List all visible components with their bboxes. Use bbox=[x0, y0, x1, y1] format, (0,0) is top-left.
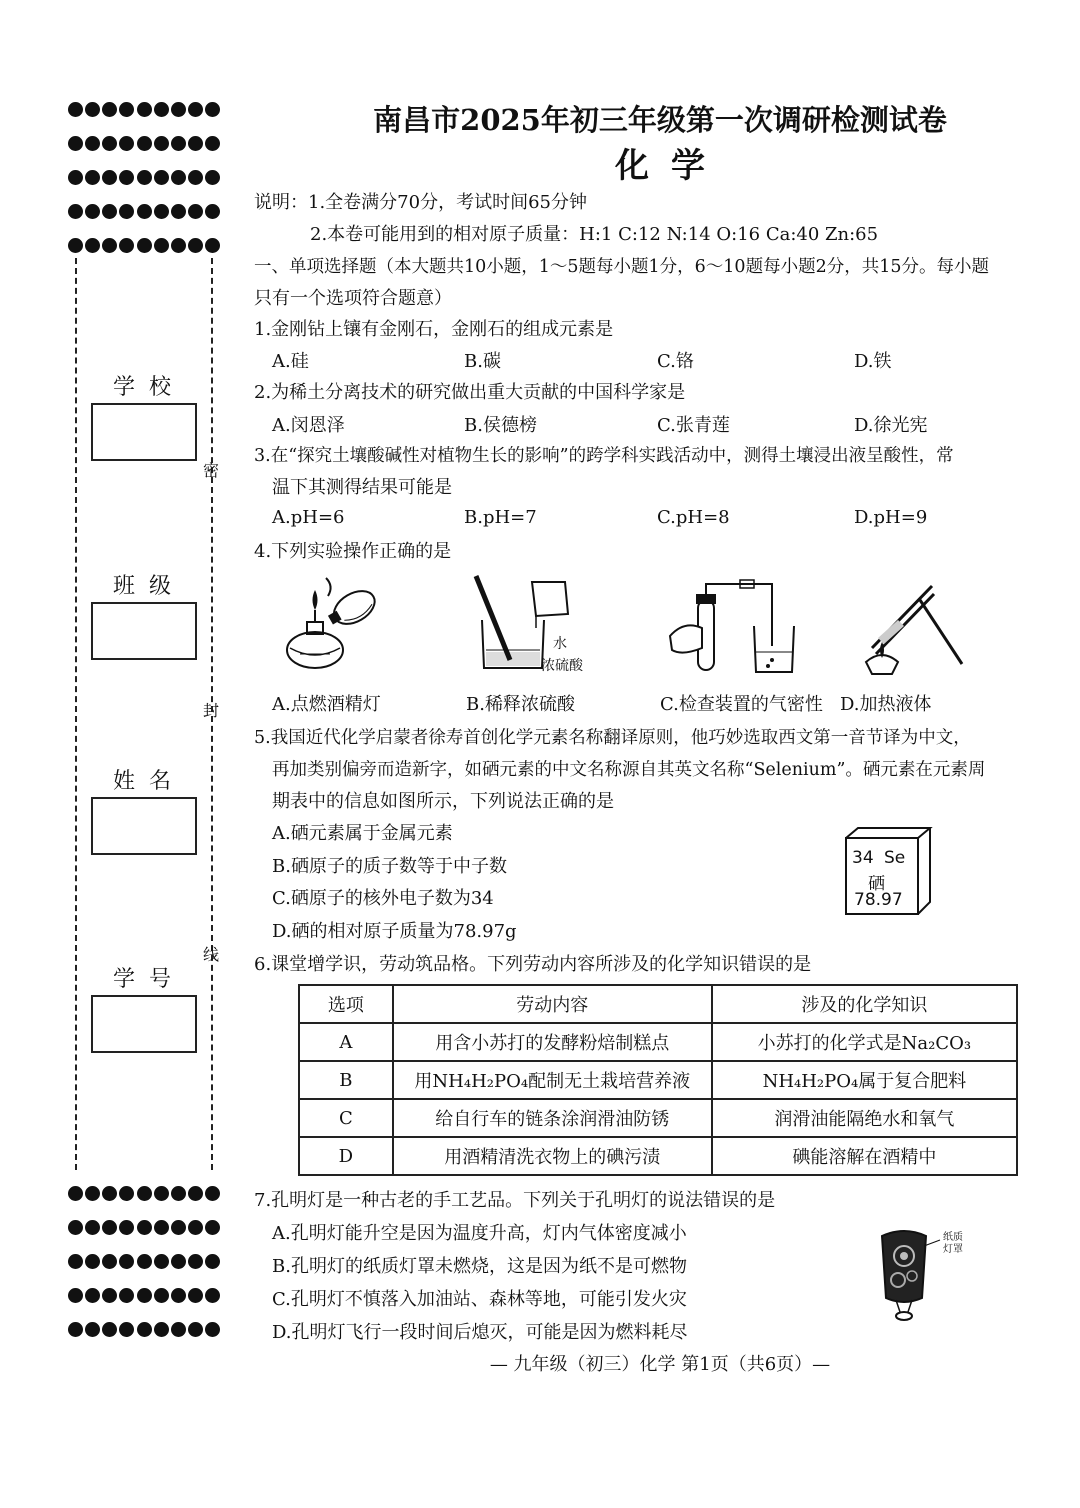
table-row[interactable] bbox=[299, 1023, 1017, 1061]
q6-row-a-knowledge: 小苏打的化学式是Na₂CO₃ bbox=[712, 1023, 1017, 1061]
q3-option-d[interactable]: D.pH=9 bbox=[854, 507, 928, 528]
exam-subject: 化学 bbox=[615, 146, 727, 186]
field-label-student-id: 学号 bbox=[112, 967, 185, 992]
q7-option-a[interactable]: A.孔明灯能升空是因为温度升高，灯内气体密度减小 bbox=[272, 1223, 687, 1244]
q6-row-b-labor: 用NH₄H₂PO₄配制无土栽培营养液 bbox=[393, 1061, 712, 1099]
q5-option-a[interactable]: A.硒元素属于金属元素 bbox=[272, 823, 453, 844]
q2-option-c[interactable]: C.张青莲 bbox=[657, 415, 730, 436]
q1-option-b[interactable]: B.碳 bbox=[464, 351, 501, 372]
q6-row-b-label: B bbox=[299, 1061, 393, 1099]
name-field[interactable] bbox=[91, 797, 197, 855]
field-label-name: 姓名 bbox=[112, 769, 185, 794]
q4-option-b[interactable]: B.稀释浓硫酸 bbox=[466, 694, 575, 715]
figure-label-water: 水 bbox=[553, 636, 567, 652]
field-label-class: 班级 bbox=[112, 574, 185, 599]
q6-row-d-labor: 用酒精清洗衣物上的碘污渍 bbox=[393, 1137, 712, 1175]
alcohol-lamp-lighting-figure bbox=[280, 570, 390, 680]
question-5-stem-line-2: 再加类别偏旁而造新字，如硒元素的中文名称源自其英文名称“Selenium”。硒元素在元素周 bbox=[272, 760, 986, 780]
note-line-1: 说明：1.全卷满分70分，考试时间65分钟 bbox=[254, 192, 587, 213]
q5-option-c[interactable]: C.硒原子的核外电子数为34 bbox=[272, 888, 494, 909]
element-atomic-mass: 78.97 bbox=[854, 890, 903, 910]
question-2-stem: 2.为稀土分离技术的研究做出重大贡献的中国科学家是 bbox=[254, 382, 686, 403]
q6-header-knowledge: 涉及的化学知识 bbox=[712, 985, 1017, 1023]
seal-char-mi: 密 bbox=[203, 461, 220, 480]
q2-option-a[interactable]: A.闵恩泽 bbox=[272, 415, 345, 436]
q1-option-a[interactable]: A.硅 bbox=[272, 351, 309, 372]
q5-option-b[interactable]: B.硒原子的质子数等于中子数 bbox=[272, 856, 507, 877]
q6-table bbox=[298, 984, 1018, 1176]
q2-option-d[interactable]: D.徐光宪 bbox=[854, 415, 928, 436]
table-row[interactable] bbox=[299, 1137, 1017, 1175]
page-footer: — 九年级（初三）化学 第1页（共6页）— bbox=[489, 1354, 831, 1375]
table-row[interactable] bbox=[299, 1061, 1017, 1099]
q3-option-a[interactable]: A.pH=6 bbox=[272, 507, 345, 528]
q4-option-a[interactable]: A.点燃酒精灯 bbox=[272, 694, 381, 715]
seal-char-xian: 线 bbox=[203, 945, 220, 964]
q1-option-c[interactable]: C.铬 bbox=[657, 351, 694, 372]
q4-option-c[interactable]: C.检查装置的气密性 bbox=[660, 694, 823, 715]
field-label-school: 学校 bbox=[112, 375, 185, 400]
sky-lantern-figure bbox=[874, 1226, 944, 1330]
element-name: 硒 bbox=[868, 874, 885, 894]
bottom-dot-rows bbox=[68, 1176, 220, 1346]
q6-row-c-labor: 给自行车的链条涂润滑油防锈 bbox=[393, 1099, 712, 1137]
element-symbol: Se bbox=[884, 848, 906, 868]
q4-option-d[interactable]: D.加热液体 bbox=[840, 694, 932, 715]
question-4-stem: 4.下列实验操作正确的是 bbox=[254, 541, 452, 562]
exam-title: 南昌市2025年初三年级第一次调研检测试卷 bbox=[373, 103, 947, 137]
q6-row-a-label: A bbox=[299, 1023, 393, 1061]
q1-option-d[interactable]: D.铁 bbox=[854, 351, 892, 372]
question-5-stem-line-3: 期表中的信息如图所示，下列说法正确的是 bbox=[272, 791, 614, 812]
selenium-element-card bbox=[844, 826, 928, 912]
seal-char-feng: 封 bbox=[203, 701, 220, 720]
q2-option-b[interactable]: B.侯德榜 bbox=[464, 415, 537, 436]
q6-row-a-labor: 用含小苏打的发酵粉焙制糕点 bbox=[393, 1023, 712, 1061]
student-id-field[interactable] bbox=[91, 995, 197, 1053]
class-field[interactable] bbox=[91, 602, 197, 660]
question-3-stem-line-1: 3.在“探究土壤酸碱性对植物生长的影响”的跨学科实践活动中，测得土壤浸出液呈酸性，常 bbox=[254, 446, 954, 466]
section-heading-line-2: 只有一个选项符合题意） bbox=[254, 288, 452, 309]
q6-header-option: 选项 bbox=[299, 985, 393, 1023]
question-1-stem: 1.金刚钻上镶有金刚石，金刚石的组成元素是 bbox=[254, 319, 614, 340]
table-row[interactable] bbox=[299, 1099, 1017, 1137]
question-6-stem: 6.课堂增学识，劳动筑品格。下列劳动内容所涉及的化学知识错误的是 bbox=[254, 954, 812, 975]
airtightness-check-figure bbox=[664, 576, 804, 681]
q6-header-labor: 劳动内容 bbox=[393, 985, 712, 1023]
q6-row-d-knowledge: 碘能溶解在酒精中 bbox=[712, 1137, 1017, 1175]
q5-option-d[interactable]: D.硒的相对原子质量为78.97g bbox=[272, 921, 517, 942]
question-5-stem-line-1: 5.我国近代化学启蒙者徐寿首创化学元素名称翻译原则，他巧妙选取西文第一音节译为中文， bbox=[254, 728, 971, 748]
q6-row-d-label: D bbox=[299, 1137, 393, 1175]
q7-option-d[interactable]: D.孔明灯飞行一段时间后熄灭，可能是因为燃料耗尽 bbox=[272, 1322, 688, 1343]
figure-label-acid: 浓硫酸 bbox=[541, 658, 583, 674]
q6-table-header-row bbox=[299, 985, 1017, 1023]
question-7-stem: 7.孔明灯是一种古老的手工艺品。下列关于孔明灯的说法错误的是 bbox=[254, 1190, 776, 1211]
question-3-stem-line-2: 温下其测得结果可能是 bbox=[272, 477, 452, 498]
q7-option-c[interactable]: C.孔明灯不慎落入加油站、森林等地，可能引发火灾 bbox=[272, 1289, 687, 1310]
heating-liquid-figure bbox=[862, 576, 972, 681]
school-field[interactable] bbox=[91, 403, 197, 461]
binding-line-left bbox=[75, 258, 77, 1170]
note-line-2: 2.本卷可能用到的相对原子质量：H:1 C:12 N:14 O:16 Ca:40 Zn:65 bbox=[310, 224, 879, 245]
top-dot-rows bbox=[68, 92, 220, 262]
lantern-shade-label: 纸质灯罩 bbox=[943, 1232, 963, 1255]
q6-row-c-label: C bbox=[299, 1099, 393, 1137]
q7-option-b[interactable]: B.孔明灯的纸质灯罩未燃烧，这是因为纸不是可燃物 bbox=[272, 1256, 687, 1277]
q6-row-b-knowledge: NH₄H₂PO₄属于复合肥料 bbox=[712, 1061, 1017, 1099]
element-atomic-number: 34 bbox=[852, 848, 874, 868]
section-heading-line-1: 一、单项选择题（本大题共10小题，1～5题每小题1分，6～10题每小题2分，共15分。每小题 bbox=[254, 257, 989, 277]
q6-row-c-knowledge: 润滑油能隔绝水和氧气 bbox=[712, 1099, 1017, 1137]
q3-option-b[interactable]: B.pH=7 bbox=[464, 507, 537, 528]
q3-option-c[interactable]: C.pH=8 bbox=[657, 507, 730, 528]
